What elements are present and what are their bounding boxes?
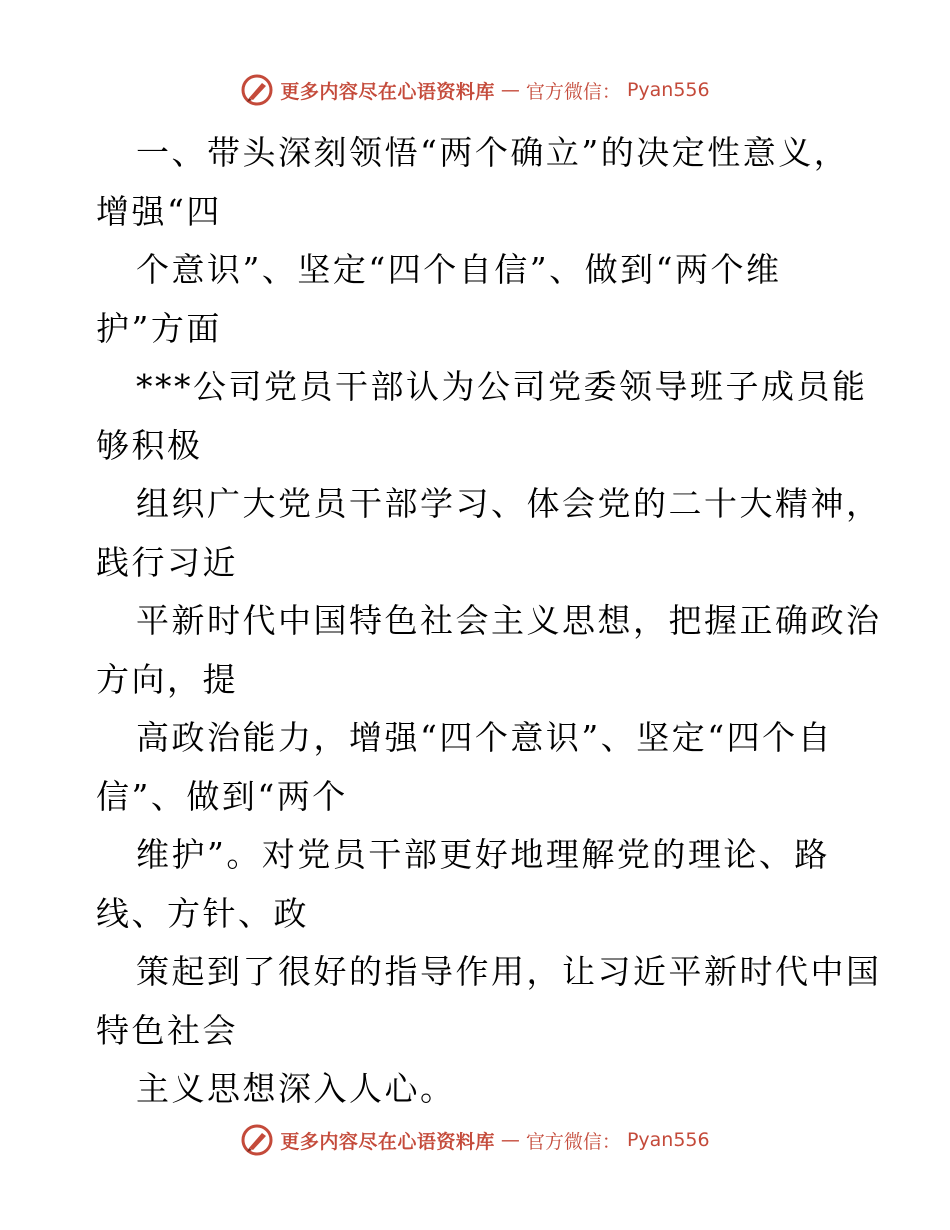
watermark-dash: — [500,1129,520,1151]
pen-logo-icon [240,1123,274,1157]
text-line: 信”、做到“两个 [96,776,348,816]
watermark-id: Pyan556 [626,79,710,101]
text-line: 个意识”、坚定“四个自信”、做到“两个维 [136,250,782,289]
text-line: 高政治能力，增强“四个意识”、坚定“四个自 [136,718,834,757]
text-line: 特色社会 [96,1010,238,1050]
text-line: ***公司党员干部认为公司党委领导班子成员能 [136,367,868,406]
document-body [96,124,882,1119]
watermark-brand: 更多内容尽在心语资料库 [280,80,495,103]
text-line: 方向，提 [96,659,238,699]
text-line: 一、带头深刻领悟“两个确立”的决定性意义， [136,133,850,172]
watermark-label: 官方微信： [525,1130,621,1153]
text-line: 平新时代中国特色社会主义思想，把握正确政治 [136,601,882,640]
text-line: 组织广大党员干部学习、体会党的二十大精神， [136,484,882,523]
text-line: 线、方针、政 [96,893,309,933]
text-line: 够积极 [96,425,203,465]
watermark-dash: — [500,79,520,101]
header-watermark [0,70,950,110]
text-line: 护”方面 [96,308,222,348]
pen-logo-icon [240,73,274,107]
watermark-id: Pyan556 [626,1129,710,1151]
watermark-brand: 更多内容尽在心语资料库 [280,1130,495,1153]
text-line: 践行习近 [96,542,238,582]
text-line: 主义思想深入人心。 [136,1069,456,1108]
text-line: 维护”。对党员干部更好地理解党的理论、路 [136,835,830,874]
text-line: 策起到了很好的指导作用，让习近平新时代中国 [136,952,882,991]
footer-watermark [0,1120,950,1160]
text-line: 增强“四 [96,191,222,231]
watermark-label: 官方微信： [525,80,621,103]
